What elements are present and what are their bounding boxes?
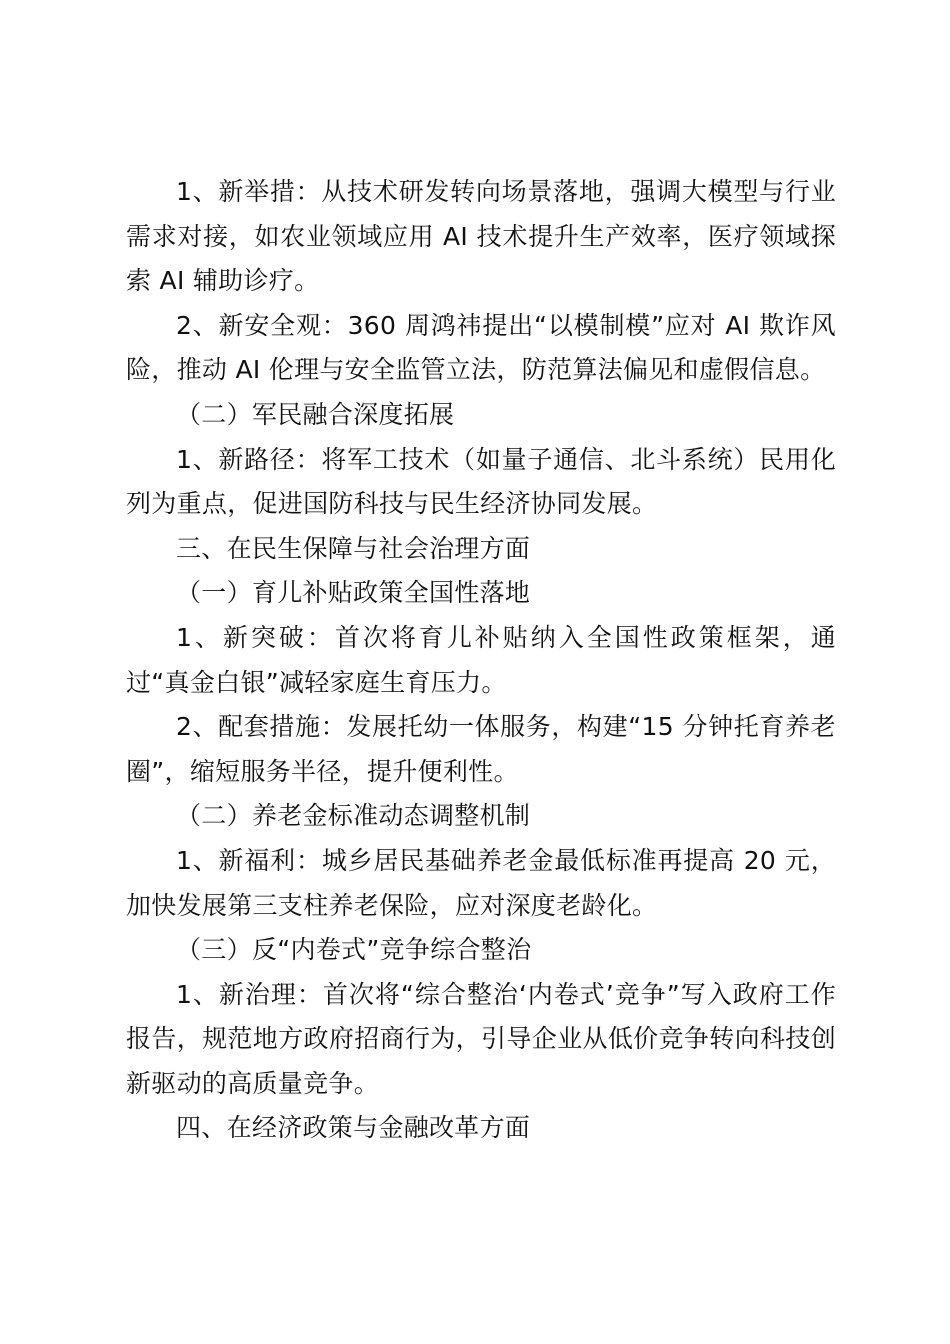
paragraph-new-welfare: 1、新福利：城乡居民基础养老金最低标准再提高 20 元，加快发展第三支柱养老保险，应对深度老龄化。 (126, 845, 836, 920)
document-body (126, 170, 836, 1151)
paragraph-new-governance: 1、新治理：首次将“综合整治‘内卷式’竞争”写入政府工作报告，规范地方政府招商行为，引导企业从低价竞争转向科技创新驱动的高质量竞争。 (126, 979, 836, 1098)
subheading-pension-adjustment: （二）养老金标准动态调整机制 (176, 801, 531, 831)
paragraph-supporting-measures: 2、配套措施：发展托幼一体服务，构建“15 分钟托育养老圈”，缩短服务半径，提升便利性。 (126, 712, 836, 786)
paragraph-new-path: 1、新路径：将军工技术（如量子通信、北斗系统）民用化列为重点，促进国防科技与民生经济协同发展。 (126, 444, 836, 519)
subheading-anti-involution: （三）反“内卷式”竞争综合整治 (176, 935, 532, 965)
section-heading-livelihood: 三、在民生保障与社会治理方面 (176, 533, 531, 563)
subheading-civil-military: （二）军民融合深度拓展 (176, 399, 455, 429)
paragraph-new-breakthrough: 1、新突破：首次将育儿补贴纳入全国性政策框架，通过“真金白银”减轻家庭生育压力。 (126, 622, 836, 697)
subheading-childcare-subsidy: （一）育儿补贴政策全国性落地 (176, 578, 531, 608)
paragraph-ai-new-measures: 1、新举措：从技术研发转向场景落地，强调大模型与行业需求对接，如农业领域应用 AI 技术提升生产效率，医疗领域探索 AI 辅助诊疗。 (126, 177, 836, 296)
section-heading-economy-finance: 四、在经济政策与金融改革方面 (176, 1113, 531, 1143)
paragraph-ai-security: 2、新安全观：360 周鸿祎提出“以模制模”应对 AI 欺诈风险，推动 AI 伦理与安全监管立法，防范算法偏见和虚假信息。 (126, 310, 836, 385)
